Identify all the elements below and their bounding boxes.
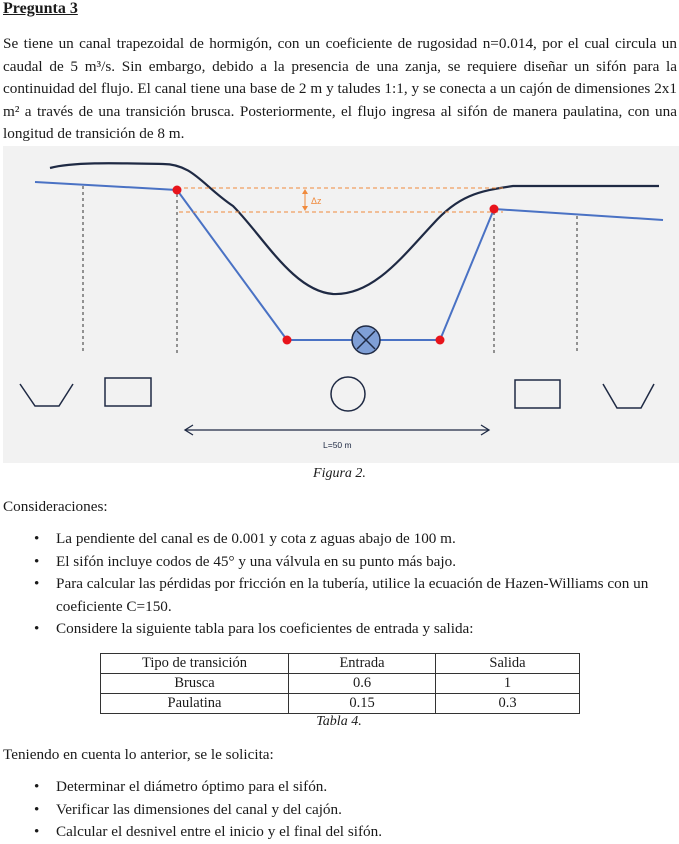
header-cell: Salida — [436, 654, 580, 674]
header-cell: Entrada — [289, 654, 436, 674]
list-item: • Considere la siguiente tabla para los coeficientes de entrada y salida: — [0, 618, 679, 641]
node-outlet — [490, 205, 499, 214]
list-item: • La pendiente del canal es de 0.001 y cota z aguas abajo de 100 m. — [0, 528, 679, 551]
list-item: • Calcular el desnivel entre el inicio y el final del sifón. — [0, 821, 679, 844]
delta-z-label: Δz — [311, 196, 322, 206]
table-cell: 0.6 — [289, 674, 436, 694]
considerations-heading: Consideraciones: — [3, 498, 108, 515]
node-inlet — [173, 186, 182, 195]
requests-list — [0, 776, 679, 844]
list-item: • El sifón incluye codos de 45° y una válvula en su punto más bajo. — [0, 551, 679, 574]
node-elbow-left — [283, 336, 292, 345]
list-item: • Verificar las dimensiones del canal y del cajón. — [0, 799, 679, 822]
delta-z-arrow-head-bottom — [302, 206, 308, 211]
coefficients-table-wrap — [100, 653, 580, 714]
table-cell: Paulatina — [101, 694, 289, 714]
valve-icon — [352, 326, 380, 354]
delta-z-arrow-head-top — [302, 189, 308, 194]
header-cell: Tipo de transición — [101, 654, 289, 674]
length-label: L=50 m — [323, 440, 352, 450]
table-header-row — [101, 654, 580, 674]
list-item: • Para calcular las pérdidas por fricción en la tubería, utilice la ecuación de Hazen-Williams con un coeficiente C=150. — [0, 573, 679, 618]
siphon-figure — [3, 146, 679, 463]
box-section-right-icon — [515, 380, 560, 408]
table-row — [101, 674, 580, 694]
requests-heading: Teniendo en cuenta lo anterior, se le solicita: — [3, 746, 274, 763]
problem-statement: Se tiene un canal trapezoidal de hormigón, con un coeficiente de rugosidad n=0.014, por el cual circula un caudal de 5 m³/s. Sin embargo, debido a la presencia de una zanja, se requiere diseñar un sifón para la continuidad del flujo. El canal tiene una base de 2 m y taludes 1:1, y se conecta a un cajón de dimensiones 2x1 m² a través de una transición brusca. Posteriormente, el flujo ingresa al sifón de manera paulatina, con una longitud de transición de 8 m. — [3, 35, 677, 142]
table-cell: Brusca — [101, 674, 289, 694]
table-row — [101, 694, 580, 714]
coefficients-table — [100, 653, 580, 714]
table-cell: 0.3 — [436, 694, 580, 714]
table-caption: Tabla 4. — [316, 714, 362, 729]
siphon-diagram — [3, 146, 679, 463]
box-section-left-icon — [105, 378, 151, 406]
upstream-channel-line — [35, 182, 177, 190]
trapezoid-section-right-icon — [603, 384, 654, 408]
table-cell: 1 — [436, 674, 580, 694]
list-item: • Determinar el diámetro óptimo para el sifón. — [0, 776, 679, 799]
pipe-section-icon — [331, 377, 365, 411]
figure-caption: Figura 2. — [313, 466, 366, 481]
node-elbow-right — [436, 336, 445, 345]
question-title: Pregunta 3 — [3, 0, 78, 17]
trapezoid-section-left-icon — [20, 384, 73, 406]
downstream-channel-line — [494, 209, 663, 220]
table-cell: 0.15 — [289, 694, 436, 714]
considerations-list — [0, 528, 679, 641]
terrain-profile — [50, 163, 659, 294]
